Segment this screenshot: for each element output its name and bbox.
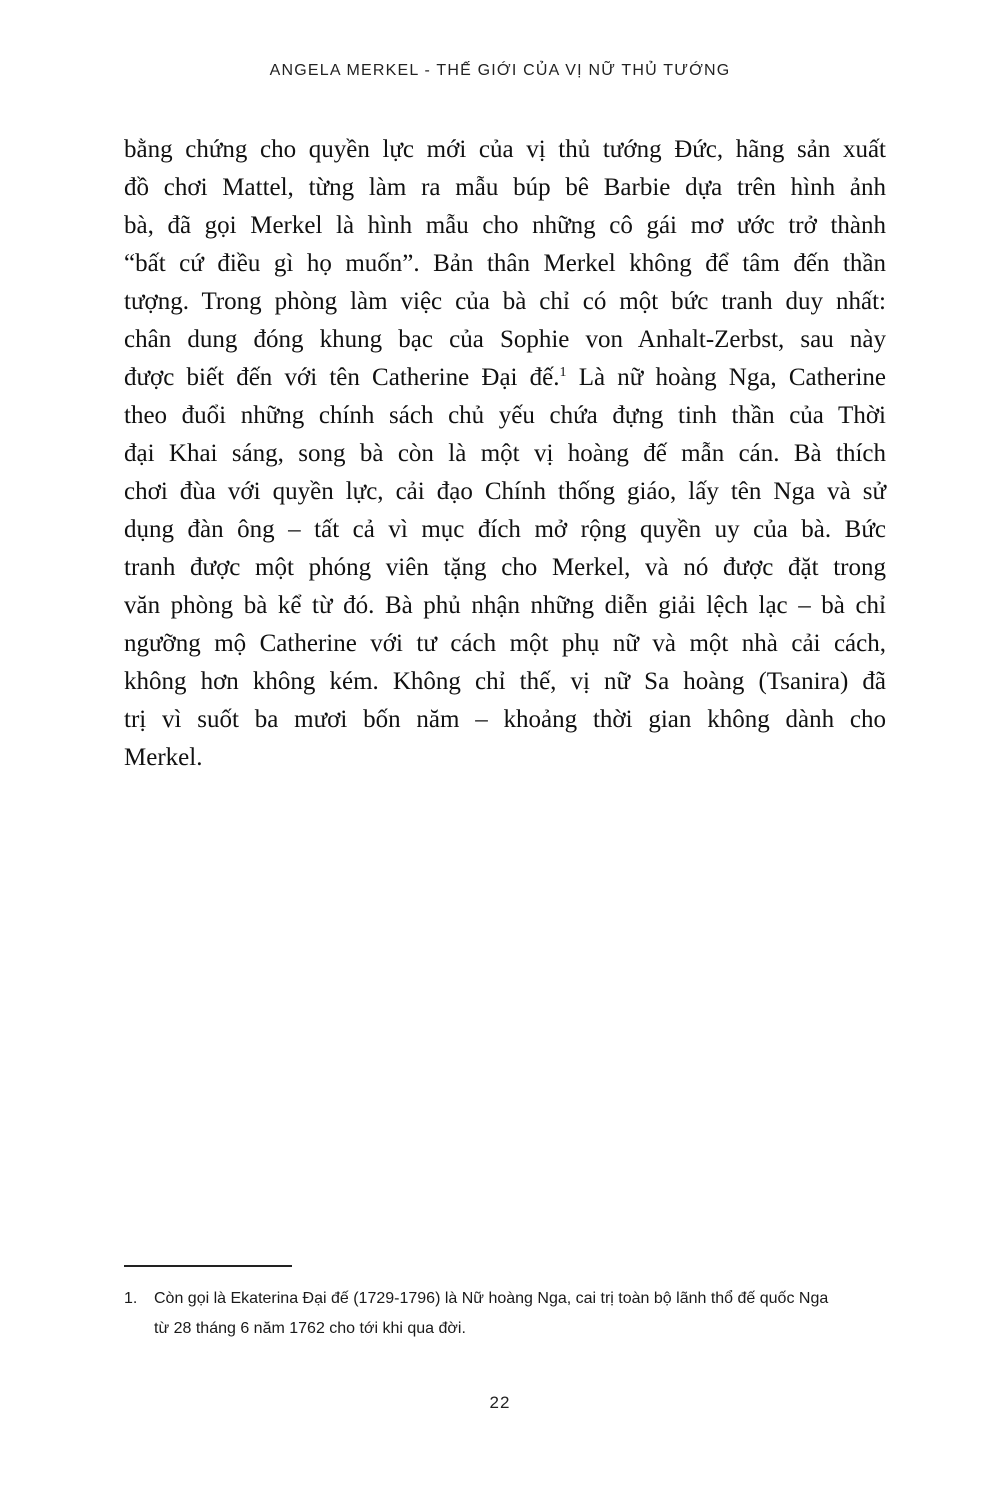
text-line: ngưỡng mộ Catherine với tư cách một phụ nữ và một nhà cải cách, xyxy=(124,630,886,657)
running-header: ANGELA MERKEL - THẾ GIỚI CỦA VỊ NỮ THỦ TƯỚNG xyxy=(269,62,731,79)
text-line: văn phòng bà kể từ đó. Bà phủ nhận những diễn giải lệch lạc – bà chỉ xyxy=(124,592,886,619)
text-line: Merkel. xyxy=(124,744,203,771)
text-line: đại Khai sáng, song bà còn là một vị hoàng đế mẫn cán. Bà thích xyxy=(124,440,886,467)
text-line: bà, đã gọi Merkel là hình mẫu cho những cô gái mơ ước trở thành xyxy=(124,212,886,239)
footnote xyxy=(124,1284,894,1344)
footnote-line: từ 28 tháng 6 năm 1762 cho tới khi qua đời. xyxy=(154,1320,466,1337)
text-segment: được biết đến với tên Catherine Đại đế. xyxy=(124,364,560,391)
text-line: bằng chứng cho quyền lực mới của vị thủ tướng Đức, hãng sản xuất xyxy=(124,136,886,163)
page-number: 22 xyxy=(489,1393,511,1412)
footnote-divider xyxy=(124,1265,292,1267)
text-line: chơi đùa với quyền lực, cải đạo Chính thống giáo, lấy tên Nga và sử xyxy=(124,478,886,505)
text-line-with-footnote xyxy=(124,359,886,397)
text-line: không hơn không kém. Không chỉ thế, vị nữ Sa hoàng (Tsanira) đã xyxy=(124,668,886,695)
footnote-reference: 1 xyxy=(559,365,567,380)
footnote-text xyxy=(154,1284,828,1344)
text-line: đồ chơi Mattel, từng làm ra mẫu búp bê Barbie dựa trên hình ảnh xyxy=(124,174,886,201)
text-line: tượng. Trong phòng làm việc của bà chỉ có một bức tranh duy nhất: xyxy=(124,288,886,315)
text-line: dụng đàn ông – tất cả vì mục đích mở rộng quyền uy của bà. Bức xyxy=(124,516,886,543)
text-segment: Là nữ hoàng Nga, Catherine xyxy=(578,364,887,391)
body-paragraph xyxy=(124,131,886,777)
text-line: tranh được một phóng viên tặng cho Merkel, và nó được đặt trong xyxy=(124,554,886,581)
text-line: theo đuổi những chính sách chủ yếu chứa đựng tinh thần của Thời xyxy=(124,402,886,429)
text-line: trị vì suốt ba mươi bốn năm – khoảng thời gian không dành cho xyxy=(124,706,886,733)
footnote-line: Còn gọi là Ekaterina Đại đế (1729-1796) là Nữ hoàng Nga, cai trị toàn bộ lãnh thổ đế quốc Nga xyxy=(154,1290,829,1307)
text-line: chân dung đóng khung bạc của Sophie von Anhalt-Zerbst, sau này xyxy=(124,326,886,353)
footnote-number: 1. xyxy=(124,1290,138,1307)
text-line: “bất cứ điều gì họ muốn”. Bản thân Merkel không để tâm đến thần xyxy=(124,250,886,277)
